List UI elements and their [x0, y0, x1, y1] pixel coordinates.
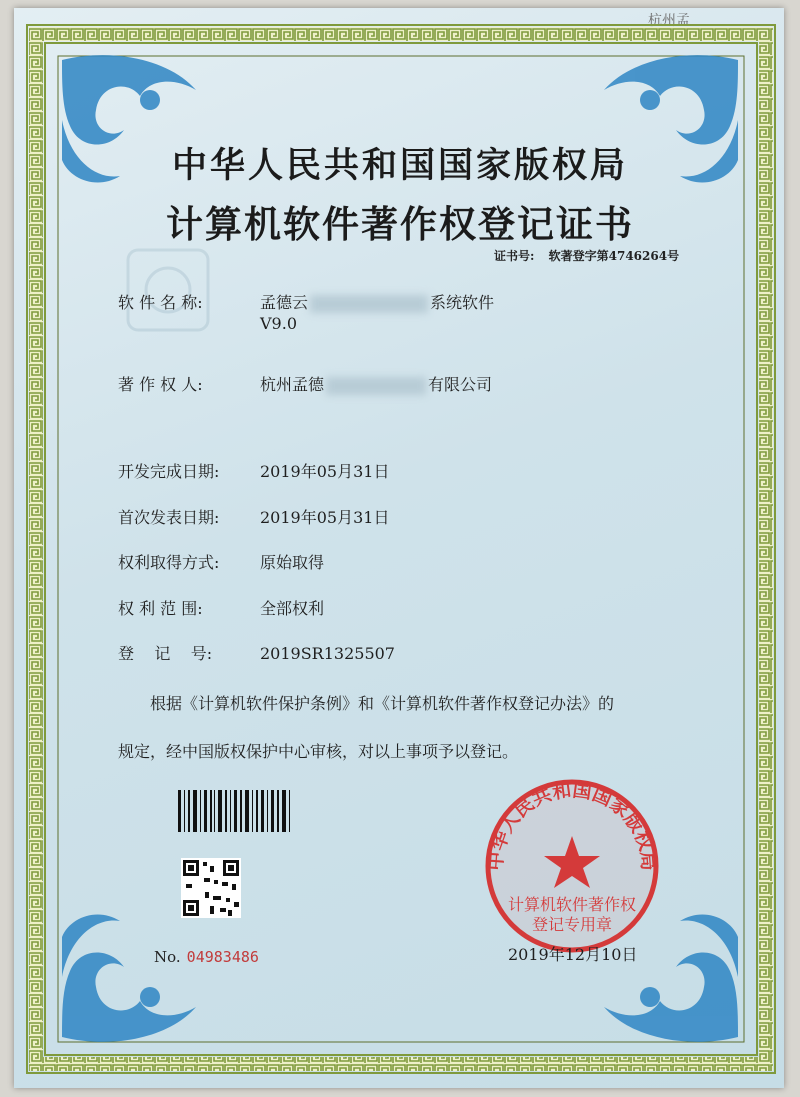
field-value: 2019年05月31日	[260, 462, 390, 481]
serial-number	[154, 948, 259, 966]
field-registration-number	[118, 641, 395, 664]
field-label: 权利取得方式:	[118, 553, 220, 572]
seal-inner-line1: 计算机软件著作权	[507, 895, 637, 914]
field-value-line2: V9.0	[260, 314, 297, 333]
certificate-number	[494, 247, 679, 264]
field-value-end: 系统软件	[430, 293, 495, 312]
field-value: 原始取得	[260, 553, 325, 572]
serial-label: No.	[154, 948, 181, 966]
issuer-title: 中华人民共和国国家版权局	[171, 145, 628, 186]
field-copyright-owner	[118, 372, 492, 395]
ornament-bottom-left	[62, 914, 196, 1041]
barcode	[178, 790, 290, 832]
field-label: 权 利 范 围:	[118, 599, 203, 618]
field-acquisition-method	[118, 550, 324, 573]
field-label: 著 作 权 人:	[118, 375, 203, 394]
issue-date: 2019年12月10日	[508, 945, 638, 964]
field-value: 2019SR1325507	[260, 644, 395, 663]
field-first-publish-date	[118, 505, 389, 528]
field-value: 全部权利	[260, 599, 325, 618]
field-label: 软 件 名 称:	[118, 293, 203, 312]
field-completion-date	[118, 459, 389, 482]
field-software-name	[118, 290, 494, 313]
field-value-end: 有限公司	[428, 375, 493, 394]
serial-value: 04983486	[186, 948, 259, 966]
statement-line1: 根据《计算机软件保护条例》和《计算机软件著作权登记办法》的	[150, 694, 615, 713]
certificate-title: 计算机软件著作权登记证书	[166, 202, 634, 246]
field-value: 2019年05月31日	[260, 508, 390, 527]
redacted-text	[326, 377, 426, 395]
statement-line2: 规定，经中国版权保护中心审核，对以上事项予以登记。	[118, 742, 519, 761]
field-software-version	[260, 314, 297, 333]
field-value-start: 孟德云	[260, 293, 309, 312]
certificate-number-label: 证书号:	[494, 249, 535, 263]
field-value-start: 杭州孟德	[260, 375, 325, 394]
handwritten-note: 杭州孟	[648, 13, 690, 29]
official-seal	[484, 779, 660, 950]
qr-code	[181, 858, 241, 918]
field-label: 首次发表日期:	[118, 508, 220, 527]
certificate-number-value: 软著登字第4746264号	[548, 249, 680, 263]
seal-inner-line2: 登记专用章	[531, 915, 613, 934]
redacted-text	[310, 295, 428, 313]
field-rights-scope	[118, 596, 324, 619]
field-label: 登 记 号:	[118, 644, 213, 663]
seal-outer-text: 中华人民共和国国家版权局	[484, 779, 660, 872]
field-label: 开发完成日期:	[118, 462, 220, 481]
